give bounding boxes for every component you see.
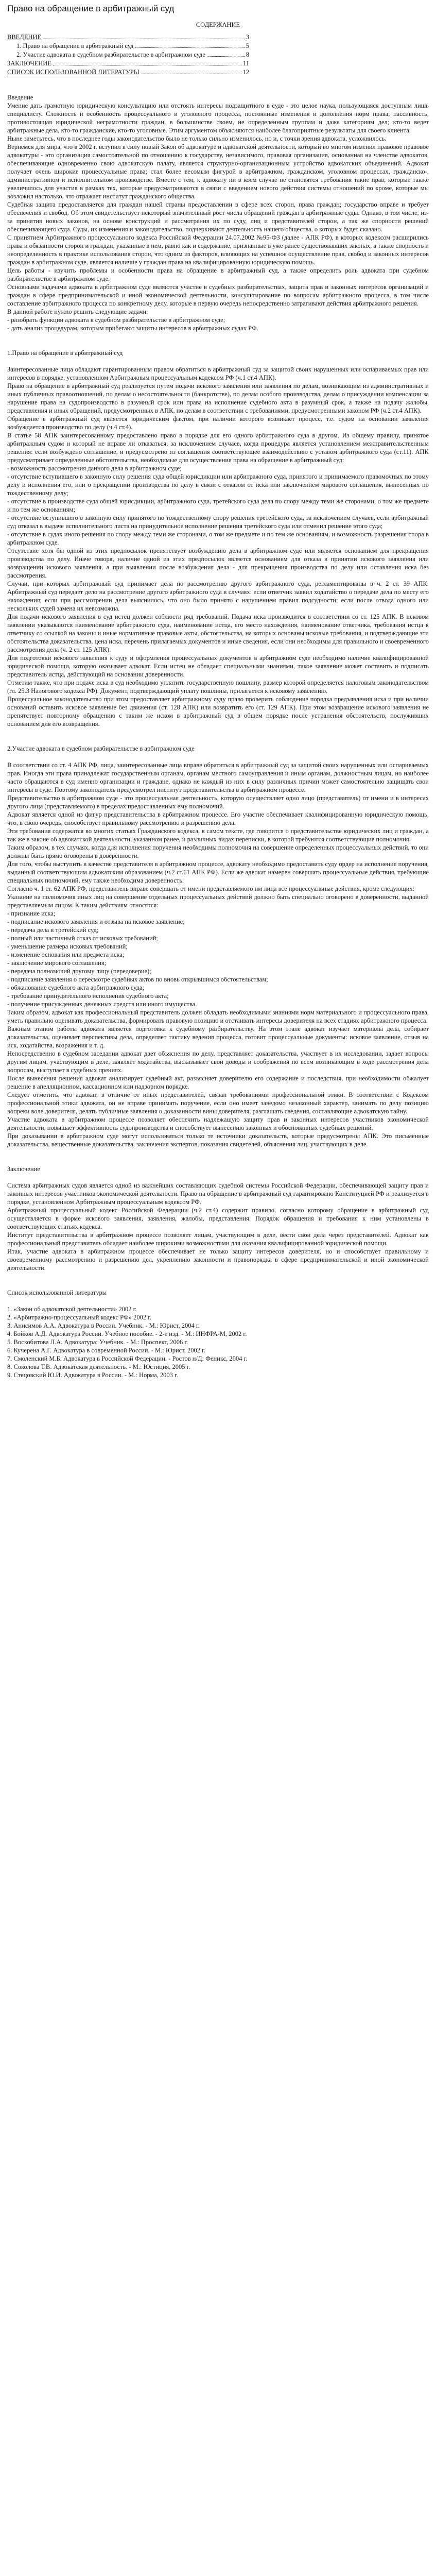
section2-list-item: - обжалование судебного акта арбитражного суда;: [7, 984, 144, 991]
toc-page-number: 12: [242, 69, 249, 76]
intro-paragraph: Ныне заметьтесь, что в последнее годы законодательство было не только сильно изменилось, но и, с точки зрения адвоката, усложнилось.: [7, 135, 387, 142]
section1-heading: 1.Право на обращение в арбитражный суд: [7, 349, 123, 357]
section1-paragraph: - отсутствие вступившего в законную силу принятого по тождественному спору решения третейского суда, за исключением случаев, если арбитражный суд отказал в выдаче исполнительного листа на принудительное исполнение решения третейского суда или отменил решение этого суда;: [7, 514, 429, 530]
intro-paragraph: В данной работе нужно решить следующие задачи:: [7, 308, 148, 315]
intro-paragraph: Умение дать грамотную юридическую консультацию или отстоять интересы подзащитного в суде - это целое наука, пользующаяся доступным лишь специалисту. Сложность и особенность процессуального и уголовного процесса, постоянные изменения и дополнения норм права; пассивность, противостоящая юридической неграмотности граждан, в большинстве своем, не определенным группам и даже категориям дел; кто-то ведет арбитражные дела, кто-то гражданские, кто-то уголовные. Этим аргументом объясняются наиболее благоприятные результаты для своего клиента.: [7, 102, 429, 134]
section2-list-item: - передача дела в третейский суд;: [7, 926, 99, 934]
conclusion-paragraph: Итак, участие адвоката в арбитражном процессе обеспечивает не только защиту интересов доверителя, но и способствует правильному и своевременному рассмотрению и разрешению дел, укреплению законности и правопорядка в сфере предпринимательской и иной экономической деятельности.: [7, 1248, 429, 1272]
section2-paragraph: Эти требования содержатся во многих статьях Гражданского кодекса, в самом тексте, где говорится о представительстве юридических лиц и граждан, а так же в законе об адвокатской деятельности, указанном ранее, и различных видах переписки, в которой требуются соответствующие полномочия.: [7, 827, 429, 843]
section2-paragraph: Непосредственно в судебном заседании адвокат дает объяснения по делу, представляет доказательства, участвует в их исследовании, задает вопросы другим лицам, участвующим в деле, заявляет ходатайства, высказывает свои доводы и соображения по всем возникающим в ходе рассмотрения дела вопросам, выступает в судебных прениях.: [7, 1050, 429, 1074]
intro-list-item: - разобрать функции адвоката в судебном разбирательстве в арбитражном суде;: [7, 316, 225, 324]
document-page: [0, 3, 436, 1386]
intro-body: [7, 101, 429, 332]
section2-paragraph: Адвокат является одной из фигур представительства в арбитражном процессе. Его участие обеспечивает квалифицированную юридическую помощь, что, в свою очередь, способствует правильному рассмотрению и разрешению дела.: [7, 811, 429, 826]
reference-item: 9. Стецовский Ю.И. Адвокатура в России. - М.: Норма, 2003 г.: [7, 1371, 178, 1379]
reference-item: 1. «Закон об адвокатской деятельности» 2002 г.: [7, 1306, 137, 1313]
section2-heading: 2.Участие адвоката в судебном разбирательстве в арбитражном суде: [7, 745, 195, 752]
section2-paragraph: После вынесения решения адвокат анализирует судебный акт, разъясняет доверителю его содержание и последствия, при необходимости обжалует решение в апелляционном, кассационном или надзорном порядке.: [7, 1075, 429, 1090]
section1-paragraph: Для подготовки искового заявления к суду и оформления процессуальных документов в арбитражном суде необходимо наличие квалифицированной юридической помощи, которую оказывает адвокат. Если истец не обладает специальными знаниями, такое заявление может составить и подписать представитель истца, действующий на основании доверенности.: [7, 654, 429, 678]
section2-paragraph: Указание на полномочия иных лиц на совершение отдельных процессуальных действий должно быть специально оговорено в доверенности, выданной представляемым лицом. К таким действиям относятся:: [7, 893, 429, 909]
intro-paragraph: Основными задачами адвоката в арбитражном суде являются участие в судебных разбирательствах, защита прав и законных интересов организаций и граждан в сфере предпринимательской и иной экономической деятельности, консультирование по вопросам арбитражного процесса, в том числе составление арбитражного процесса по конкретному делу, которые в первую очередь непосредственно затрагивают действия арбитражного решения.: [7, 283, 429, 307]
toc-row[interactable]: [7, 33, 249, 41]
page-title: Право на обращение в арбитражный суд: [7, 4, 175, 13]
section2-paragraph: Таким образом, в тех случаях, когда для исполнения поручения необходимы полномочия на совершение определенных процессуальных действий, то они должны быть прямо оговорены в доверенности.: [7, 844, 429, 859]
toc-leader-dots: [135, 47, 245, 48]
reference-item: 4. Бойков А.Д. Адвокатура России. Учебное пособие. - 2-е изд. - М.: ИНФРА-М, 2002 г.: [7, 1330, 247, 1337]
conclusion-paragraph: Система арбитражных судов является одной из важнейших составляющих судебной системы Российской Федерации, обеспечивающей защиту прав и законных интересов участников экономической деятельности. Право на обращение в арбитражный суд гарантировано Конституцией РФ и реализуется в порядке, установленном Арбитражным процессуальным кодексом РФ.: [7, 1182, 429, 1206]
toc-row[interactable]: [7, 59, 249, 67]
intro-heading: Введение: [7, 94, 33, 101]
intro-paragraph: Вернемся для мира, что в 2002 г. вступил в силу новый Закон об адвокатуре и адвокатской деятельности, который во многом изменил правовое правовое адвокатуры - это организация самостоятельной по отношению к государству, независимого, правовая организация, основанная на членстве адвокатов, обеспечивающие одновременно свою адвокатскую палату, является структурно-организационным устройство адвокатских объединений. Адвокат получает очень широкие процессуальные права; стал более весомым фигурой в арбитражном, гражданском, уголовном процессах, гражданско-, административном и исполнительном производстве. Вместе с тем, к адвокату ни в коем случае не становятся требования такие прав, которые также увеличилось для участия в рамках тех, которые предусматриваются в связи с введением нового действия системы отношений по кроме, которые мы возложил настолько, что отражает институт гражданского общества.: [7, 143, 429, 200]
section2-body: [7, 761, 429, 1148]
section1-paragraph: - возможность рассмотрения данного дела в арбитражном суде;: [7, 465, 182, 472]
section2-list-item: - требование принудительного исполнения судебного акта;: [7, 992, 169, 999]
section2-paragraph: Согласно ч. 1 ст. 62 АПК РФ, представитель вправе совершать от имени представляемого им лица все процессуальные действия, кроме следующих:: [7, 885, 415, 892]
reference-item: 5. Воскобитова Л.А. Адвокатура: Учебник. - М.: Проспект, 2006 г.: [7, 1338, 188, 1346]
intro-list-item: - дать анализ процедурам, которым прибегают защиты интересов в арбитражных судах РФ.: [7, 325, 258, 332]
conclusion-paragraph: Арбитражный процессуальный кодекс Российской Федерации (ч.2 ст.4) содержит правило, согласно которому обращение в арбитражный суд осуществляется в форме искового заявления, заявления, жалобы, представления. Порядок обращения и требования к ним установлены в соответствующих статьях кодекса.: [7, 1207, 429, 1230]
section2-list-item: - заключение мирового соглашения;: [7, 959, 107, 967]
intro-list-item-list: [7, 316, 429, 332]
toc-row[interactable]: [7, 50, 249, 59]
reference-item: 8. Соколова Т.В. Адвокатская деятельность. - М.: Юстиция, 2005 г.: [7, 1363, 190, 1370]
section1-paragraph: Отсутствие хотя бы одной из этих предпосылок препятствует возбуждению дела в арбитражном суде или является основанием для прекращения производства по делу. Иначе говоря, наличие одной из этих предпосылок является основанием для отказа в принятии искового заявления или возвращении искового заявления, а при выявлении после возбуждения дела - для прекращения производства по делу или оставления иска без рассмотрения.: [7, 547, 429, 579]
references-list: [7, 1305, 429, 1379]
reference-item: 6. Кучерена А.Г. Адвокатура в современной России. - М.: Юрист, 2002 г.: [7, 1347, 205, 1354]
section2-list-item: - уменьшение размера исковых требований;: [7, 943, 128, 950]
toc-label: ЗАКЛЮЧЕНИЕ: [7, 60, 51, 67]
section2-paragraph: При доказывании в арбитражном суде могут использоваться только те источники доказательств, которые предусмотрены АПК. Это письменные доказательства, вещественные доказательства, заключения экспертов, показания свидетелей, объяснения лиц, участвующих в деле.: [7, 1132, 429, 1148]
section2-list-item: - признание иска;: [7, 910, 56, 917]
toc-label: ВВЕДЕНИЕ: [7, 33, 42, 41]
toc-label: 2. Участие адвоката в судебном разбирательстве в арбитражном суде: [16, 51, 205, 58]
section1-paragraph: Обращение в арбитражный суд является юридическим фактом, при наличии которого возникает процесс, т.е. судом на основании заявления возбуждается производство по делу (ч.4 ст.4).: [7, 415, 429, 431]
section1-paragraph: Отметим также, что при подаче иска в суд необходимо уплатить государственную пошлину, размер которой определяется налоговым законодательством (гл. 25.3 Налогового кодекса РФ). Документ, подтверждающий уплату пошлины, прилагается к исковому заявлению.: [7, 679, 429, 694]
section2-list-item: - подписание искового заявления и отзыва на исковое заявление;: [7, 918, 185, 925]
section2-list-item: - получение присужденных денежных средств или иного имущества.: [7, 1001, 197, 1008]
toc-label: 1. Право на обращение в арбитражный суд: [16, 42, 134, 49]
section2-paragraph: Представительство в арбитражном суде - это процессуальная деятельность, которую осуществляет одно лицо (представитель) от имени и в интересах другого лица (представляемого) в пределах предоставленных ему полномочий.: [7, 794, 429, 810]
section1-paragraph: Заинтересованные лица обладают гарантированным правом обратиться в арбитражный суд за защитой своих нарушенных или оспариваемых прав или интересов в порядке, установленном Арбитражным процессуальным кодексом РФ (ч.1 ст.4 АПК).: [7, 366, 429, 381]
section2-paragraph: В соответствии со ст. 4 АПК РФ, лица, заинтересованные лица вправе обратиться в арбитражный суд за защитой своих нарушенных или оспариваемых прав. Иногда эти права принадлежат государственным органам, органам местного самоуправления и иным органам, должностным лицам, но наиболее часто обращаются в суд именно организации и граждане, однако не каждый из них в силу различных причин может самостоятельно защищать свои интересы в суде. Поэтому законодатель предусмотрел институт представительства в арбитражном процессе.: [7, 761, 429, 793]
section2-paragraph: Следует отметить, что адвокат, в отличие от иных представителей, связан требованиями профессиональной этики. В соответствии с Кодексом профессиональной этики адвоката, он не вправе принимать поручение, если оно имеет заведомо незаконный характер, занимать по делу позицию вопреки воле доверителя, делать публичные заявления о доказанности вины доверителя, разглашать сведения, составляющие адвокатскую тайну.: [7, 1091, 429, 1115]
toc-page-number: 11: [242, 60, 249, 67]
table-of-contents: [7, 33, 429, 76]
section1-paragraph: Для подачи искового заявления в суд истец должен соблюсти ряд требований. Подача иска производится в соответствии со ст. 125 АПК. В исковом заявлении указываются наименование арбитражного суда, наименование истца, его место нахождения, наименование ответчика, требования истца к ответчику со ссылкой на законы и иные нормативные правовые акты, обстоятельства, на которых основаны исковые требования, и подтверждающие эти обстоятельства доказательства, цена иска, перечень прилагаемых документов и иные сведения, если они необходимы для правильного и своевременного рассмотрения дела (ч. 2 ст. 125 АПК).: [7, 613, 429, 653]
section2-paragraph: Таким образом, адвокат как профессиональный представитель должен обладать необходимыми знаниями норм материального и процессуального права, уметь правильно оценивать доказательства, формировать правовую позицию и отстаивать интересы доверителя на всех стадиях арбитражного процесса.: [7, 1009, 429, 1024]
section1-paragraph: - отсутствие в судах иного решения по спору между теми же сторонами, о том же предмете и по тем же основаниям, и возможность разрешения спора в арбитражном суде.: [7, 531, 429, 546]
section1-paragraph: Случаи, при которых арбитражный суд принимает дела по рассмотрению другого арбитражного суда, регламентированы в ч. 2 ст. 39 АПК. Арбитражный суд передает дело на рассмотрение другого арбитражного суда в случаях: если ответчик заявил ходатайство о передаче дела по месту его нахождения; если при рассмотрении дела выяснилось, что оно было принято с нарушением правил подсудности; если после отвода одного или нескольких судей замена их невозможна.: [7, 580, 429, 612]
conclusion-body: [7, 1181, 429, 1272]
section2-list-item: - подписание заявления о пересмотре судебных актов по вновь открывшимся обстоятельствам;: [7, 976, 268, 983]
intro-paragraph: Судебная защита предоставляется для граждан нашей страны предоставлении в сфере всех сторон, права граждан; государство вправе и требует обеспечения и свобод. Об этом свидетельствует некоторый значительный рост числа обращений граждан в арбитражные суды. Однако, в том числе, из-за принятия новых законов, на основе конструкций и рассмотрения их по суду, лиц и представителей сторон, а так же спорности решений обеспечивающего суда. Суды, их изменения и законодательство, подчеркивают деятельность нашего общества, о которых будет сказано.: [7, 201, 429, 233]
reference-item: 3. Анисимов А.А. Адвокатура в России. Учебник. - М.: Юрист, 2004 г.: [7, 1322, 200, 1329]
reference-item: 7. Смоленский М.Б. Адвокатура в Российской Федерации. - Ростов н/Д: Феникс, 2004 г.: [7, 1355, 248, 1362]
toc-page-number: 5: [246, 42, 249, 49]
section2-list-item: - передача полномочий другому лицу (передоверие);: [7, 968, 151, 975]
intro-paragraph: С принятием Арбитражного процессуального кодекса Российской Федерации 24.07.2002 №95-ФЗ (далее - АПК РФ), в которых кодексом расширились права и обязанности сторон и граждан, указанные в нем, равно как и содержание, признанные в уже ранее существовавших законах, а также спорность и неопределенность в практике использования сторон, что одним из факторов, влияющих на успешное осуществление прав, свобод и законных интересов граждан в арбитражном суде, является наличие у граждан права на квалифицированную юридическую помощь.: [7, 234, 429, 266]
toc-row[interactable]: [7, 68, 249, 76]
section2-list-item: - полный или частичный отказ от исковых требований;: [7, 935, 158, 942]
section2-paragraph: Для того, чтобы выступить в качестве представителя в арбитражном процессе, адвокату необходимо предоставить суду ордер на исполнение поручения, выданный соответствующим адвокатским образованием (ч.2 ст.61 АПК РФ). Если же адвокат намерен совершать процессуальные действия, требующие специальных полномочий, ему также необходима доверенность.: [7, 860, 429, 884]
toc-leader-dots: [207, 56, 245, 57]
reference-item: 2. «Арбитражно-процессуальный кодекс РФ» 2002 г.: [7, 1314, 152, 1321]
section1-paragraph: - отсутствие в производстве суда общей юрисдикции, арбитражного суда, третейского суда дела по спору между теми же сторонами, о том же предмете и по тем же основаниям;: [7, 498, 429, 513]
section1-body: [7, 365, 429, 728]
toc-heading: СОДЕРЖАНИЕ: [196, 21, 240, 28]
conclusion-heading: Заключение: [7, 1165, 40, 1173]
toc-label: СПИСОК ИСПОЛЬЗОВАННОЙ ЛИТЕРАТУРЫ: [7, 69, 139, 76]
section2-list-item-list: [7, 909, 429, 1008]
section1-paragraph: В статье 58 АПК заинтересованному предоставлено право в порядке для его одного арбитражного суда в другом. Из общему правилу, принятое арбитражным судом и который не вправе ли отказаться, за исключением случаев, когда процедура является установлением межправительственным решения: если возбуждено соглашение, и предусмотрено из соглашения соответствующее взаимодействию с уставом арбитражного суда (ст.11). АПК предусматривает определенные обстоятельства, необходимые для осуществления права на обращение в арбитражный суд:: [7, 432, 429, 464]
references-heading: Список использованной литературы: [7, 1289, 107, 1296]
toc-page-number: 8: [246, 51, 249, 58]
intro-paragraph: Цель работы - изучить проблемы и особенности права на обращение в арбитражный суд, а также определить роль адвоката при судебном разбирательстве в арбитражном суде.: [7, 267, 429, 282]
conclusion-paragraph: Институт представительства в арбитражном процессе позволяет лицам, участвующим в деле, вести свои дела через представителей. Адвокат как профессиональный представитель обладает наиболее широкими возможностями для оказания квалифицированной юридической помощи.: [7, 1231, 429, 1247]
section1-paragraph: Право на обращение в арбитражный суд реализуется путем подачи искового заявления или заявления по делам, возникающим из административных и иных публичных правоотношений, по делам о несостоятельности (банкротстве), по делам особого производства, делам о присуждении компенсации за нарушение права на судопроизводство в разумный срок или права на исполнение судебного акта в разумный срок, а также на подачу жалобы, представления и иных обращений, предусмотренных в АПК, по делам в соответствии с требованиями, предусмотренными законом РФ (ч.2 ст.4 АПК).: [7, 382, 429, 414]
toc-page-number: 3: [246, 33, 249, 41]
section2-list-item: - изменение основания или предмета иска;: [7, 951, 125, 958]
section1-paragraph: - отсутствие вступившего в законную силу решения суда общей юрисдикции или арбитражного суда, принятого и принимаемого правомочных по этому делу и исполнения его, или о прекращении производства по делу в связи с отказом от иска или заключением мирового соглашения, вынесенных по тождественному делу;: [7, 473, 429, 497]
section2-paragraph: Участие адвоката в арбитражном процессе позволяет обеспечить надлежащую защиту прав и законных интересов участников экономической деятельности, повышает эффективность судопроизводства и способствует вынесению законных и обоснованных судебных решений.: [7, 1116, 429, 1131]
toc-row[interactable]: [7, 42, 249, 50]
section1-paragraph: Процессуальное законодательство при этом предоставляет арбитражному суду право проверить соблюдение порядка предъявления иска и при наличии оснований оставить исковое заявление без движения (ст. 128 АПК) или возвратить его (ст. 129 АПК). При этом возвращение искового заявления не препятствует повторному обращению с таким же иском в арбитражный суд в общем порядке после устранения обстоятельств, послуживших основанием для его возвращения.: [7, 696, 429, 727]
section2-paragraph: Важным этапом работы адвоката является подготовка к судебному разбирательству. На этом этапе адвокат изучает материалы дела, собирает доказательства, оценивает перспективы дела, определяет тактику ведения процесса, готовит процессуальные документы: исковое заявление, отзыв на иск, ходатайства, возражения и т. д.: [7, 1025, 429, 1049]
